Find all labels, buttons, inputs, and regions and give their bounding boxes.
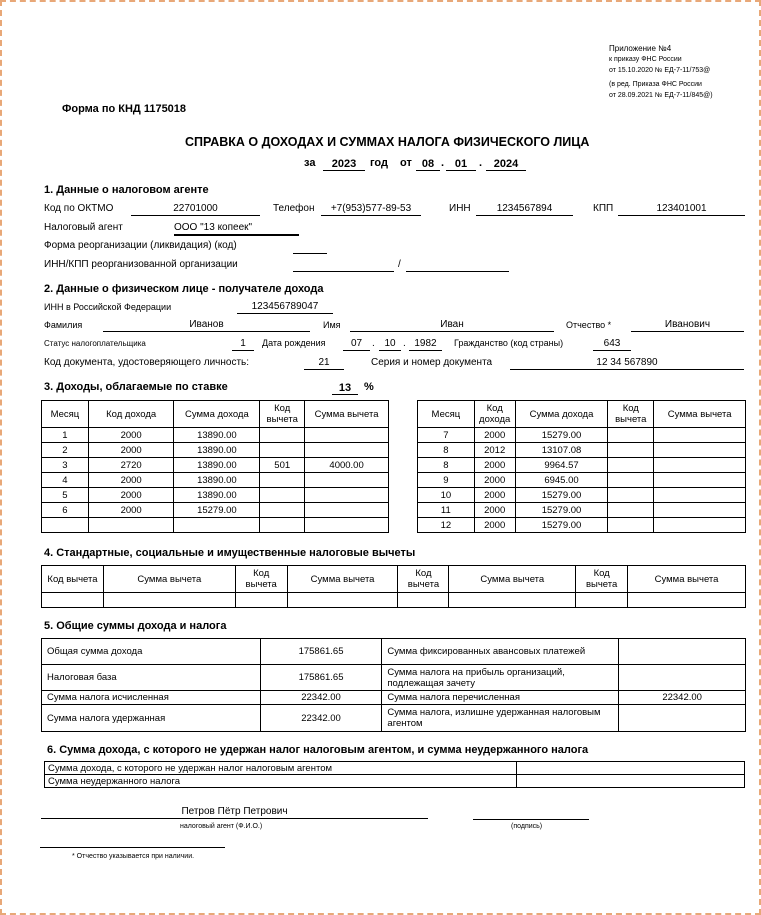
unwithheld-income-value xyxy=(516,762,744,775)
dob-dot-2: . xyxy=(403,338,406,349)
ded-sum-header-2: Сумма вычета xyxy=(287,566,398,593)
agent-inn-value: 1234567894 xyxy=(476,203,573,216)
agent-kpp-label: КПП xyxy=(593,203,614,214)
table-cell: 10 xyxy=(418,488,475,503)
ded-cell xyxy=(287,593,398,608)
table-row xyxy=(42,503,389,518)
section-2-heading: 2. Данные о физическом лице - получателе дохода xyxy=(44,283,324,295)
table-cell: 2012 xyxy=(474,443,515,458)
table-cell: 2000 xyxy=(88,488,174,503)
ded-cell xyxy=(103,593,235,608)
doc-code-label: Код документа, удостоверяющего личность: xyxy=(44,357,250,368)
table-cell xyxy=(654,443,746,458)
table-cell xyxy=(260,503,305,518)
table-cell xyxy=(608,518,654,533)
section-1-heading: 1. Данные о налоговом агенте xyxy=(44,184,209,196)
table-cell xyxy=(305,473,389,488)
table-cell: 2000 xyxy=(88,473,174,488)
table-cell: 8 xyxy=(418,458,475,473)
totals-table xyxy=(41,638,746,732)
dob-dot-1b: . xyxy=(372,338,375,349)
unwithheld-table xyxy=(44,761,745,788)
table-cell: 13890.00 xyxy=(174,428,260,443)
total-income-value: 175861.65 xyxy=(260,639,382,665)
table-cell xyxy=(654,518,746,533)
table-cell xyxy=(305,503,389,518)
table-cell xyxy=(654,428,746,443)
unwithheld-tax-value xyxy=(516,775,744,788)
dob-year: 1982 xyxy=(409,338,442,351)
appendix-line-4: (в ред. Приказа ФНС России xyxy=(609,81,702,88)
col-income-sum: Сумма дохода xyxy=(515,401,608,428)
table-row xyxy=(42,473,389,488)
reorg-inn-label: ИНН/КПП реорганизованной организации xyxy=(44,259,238,270)
table-cell: 15279.00 xyxy=(174,503,260,518)
ded-cell xyxy=(576,593,628,608)
appendix-line-5: от 28.09.2021 № ЕД-7-11/845@) xyxy=(609,92,713,99)
oktmo-label: Код по ОКТМО xyxy=(44,203,114,214)
col-income-code: Код дохода xyxy=(474,401,515,428)
tax-transferred-label: Сумма налога перечисленная xyxy=(382,691,619,705)
doc-series-value: 12 34 567890 xyxy=(510,357,744,370)
document-title: СПРАВКА О ДОХОДАХ И СУММАХ НАЛОГА ФИЗИЧЕСКОГО ЛИЦА xyxy=(185,135,590,149)
patronymic-label: Отчество * xyxy=(566,320,612,330)
ded-code-header-4: Код вычета xyxy=(576,566,628,593)
agent-name-caption: налоговый агент (Ф.И.О.) xyxy=(180,823,263,830)
period-za: за xyxy=(304,157,316,169)
tax-calculated-value: 22342.00 xyxy=(260,691,382,705)
table-row xyxy=(42,518,389,533)
col-income-code: Код дохода xyxy=(88,401,174,428)
table-row xyxy=(42,428,389,443)
signature-line xyxy=(473,819,589,820)
col-deduction-code: Код вычета xyxy=(608,401,654,428)
income-table-left xyxy=(41,400,389,533)
table-cell: 13890.00 xyxy=(174,488,260,503)
period-dot-2: . xyxy=(479,157,483,169)
table-cell xyxy=(608,488,654,503)
col-income-sum: Сумма дохода xyxy=(174,401,260,428)
table-row xyxy=(42,458,389,473)
surname-label: Фамилия xyxy=(44,320,83,330)
table-cell xyxy=(305,443,389,458)
period-date-year: 2024 xyxy=(486,158,526,171)
table-cell: 2000 xyxy=(88,443,174,458)
income-table-right xyxy=(417,400,746,533)
agent-phone-value: +7(953)577-89-53 xyxy=(321,203,421,216)
table-cell: 4000.00 xyxy=(305,458,389,473)
status-label: Статус налогоплательщика xyxy=(44,339,146,348)
table-cell xyxy=(305,488,389,503)
table-cell: 2000 xyxy=(474,518,515,533)
period-month: 01 xyxy=(446,158,476,171)
col-deduction-code: Код вычета xyxy=(260,401,305,428)
table-row xyxy=(42,488,389,503)
ded-cell xyxy=(628,593,746,608)
table-row xyxy=(418,503,746,518)
tax-calculated-label: Сумма налога исчисленная xyxy=(42,691,261,705)
agent-inn-label: ИНН xyxy=(449,203,471,214)
unwithheld-income-label: Сумма дохода, с которого не удержан налог налоговым агентом xyxy=(45,762,517,775)
table-cell xyxy=(174,518,260,533)
profit-tax-value xyxy=(619,665,746,691)
footnote-rule xyxy=(40,847,225,848)
table-cell xyxy=(654,488,746,503)
table-cell: 13107.08 xyxy=(515,443,608,458)
period-dot-1: . xyxy=(441,157,445,169)
tax-withheld-label: Сумма налога удержанная xyxy=(42,705,261,732)
ded-code-header-2: Код вычета xyxy=(235,566,287,593)
doc-code-value: 21 xyxy=(304,357,344,370)
ded-sum-header-4: Сумма вычета xyxy=(628,566,746,593)
table-cell xyxy=(260,443,305,458)
table-cell: 6945.00 xyxy=(515,473,608,488)
unwithheld-tax-label: Сумма неудержанного налога xyxy=(45,775,517,788)
table-cell: 12 xyxy=(418,518,475,533)
tax-base-label: Налоговая база xyxy=(42,665,261,691)
table-cell: 2000 xyxy=(474,503,515,518)
appendix-line-3: от 15.10.2020 № ЕД-7-11/753@ xyxy=(609,67,711,74)
table-row xyxy=(418,443,746,458)
citizenship-value: 643 xyxy=(593,338,631,351)
table-cell: 15279.00 xyxy=(515,503,608,518)
signature-caption: (подпись) xyxy=(511,823,543,830)
table-cell: 13890.00 xyxy=(174,473,260,488)
col-deduction-sum: Сумма вычета xyxy=(305,401,389,428)
section-6-heading: 6. Сумма дохода, с которого не удержан налог налоговым агентом, и сумма неудержанного налога xyxy=(47,744,589,756)
fixed-advance-label: Сумма фиксированных авансовых платежей xyxy=(382,639,619,665)
footnote: * Отчество указывается при наличии. xyxy=(72,853,195,860)
table-row xyxy=(42,443,389,458)
citizenship-label: Гражданство (код страны) xyxy=(454,338,564,348)
ded-code-header-3: Код вычета xyxy=(398,566,449,593)
reorg-inn-line xyxy=(293,271,394,272)
ded-sum-header-3: Сумма вычета xyxy=(449,566,576,593)
dob-month: 10 xyxy=(379,338,401,351)
period-year: 2023 xyxy=(323,158,365,171)
reorg-kpp-line xyxy=(406,271,509,272)
table-cell xyxy=(654,473,746,488)
period-god: год xyxy=(370,157,388,169)
reorg-slash: / xyxy=(398,259,401,270)
table-cell: 8 xyxy=(418,443,475,458)
table-cell xyxy=(608,503,654,518)
period-day: 08 xyxy=(416,158,440,171)
tax-rate-pct: % xyxy=(364,381,374,393)
table-cell: 9964.57 xyxy=(515,458,608,473)
table-row xyxy=(418,458,746,473)
col-month: Месяц xyxy=(42,401,89,428)
name-value: Иван xyxy=(350,319,554,332)
period-ot: от xyxy=(400,157,412,169)
table-cell xyxy=(608,473,654,488)
table-cell: 501 xyxy=(260,458,305,473)
tax-excess-label: Сумма налога, излишне удержанная налоговым агентом xyxy=(382,705,619,732)
table-cell xyxy=(260,518,305,533)
tax-agent-label: Налоговый агент xyxy=(44,222,123,233)
ded-code-header-1: Код вычета xyxy=(42,566,104,593)
tax-rate: 13 xyxy=(332,382,358,395)
table-cell: 2 xyxy=(42,443,89,458)
ded-sum-header-1: Сумма вычета xyxy=(103,566,235,593)
tax-transferred-value: 22342.00 xyxy=(619,691,746,705)
dob-label: Дата рождения xyxy=(262,338,326,348)
status-value: 1 xyxy=(232,338,254,351)
person-inn-label: ИНН в Российской Федерации xyxy=(44,302,172,312)
doc-series-label: Серия и номер документа xyxy=(371,357,493,368)
agent-kpp-value: 123401001 xyxy=(618,203,745,216)
tax-agent-value: ООО "13 копеек" xyxy=(174,222,299,236)
table-row xyxy=(418,488,746,503)
table-cell xyxy=(260,428,305,443)
table-cell xyxy=(608,458,654,473)
form-code: Форма по КНД 1175018 xyxy=(62,103,187,115)
table-cell: 6 xyxy=(42,503,89,518)
table-cell: 11 xyxy=(418,503,475,518)
surname-value: Иванов xyxy=(103,319,310,332)
table-cell: 2000 xyxy=(474,458,515,473)
col-deduction-sum: Сумма вычета xyxy=(654,401,746,428)
ded-cell xyxy=(42,593,104,608)
table-cell xyxy=(42,518,89,533)
table-cell: 15279.00 xyxy=(515,518,608,533)
table-cell: 13890.00 xyxy=(174,458,260,473)
table-row xyxy=(418,473,746,488)
table-cell xyxy=(654,458,746,473)
section-3-heading: 3. Доходы, облагаемые по ставке xyxy=(44,381,228,393)
section-4-heading: 4. Стандартные, социальные и имущественные налоговые вычеты xyxy=(44,547,416,559)
table-cell: 15279.00 xyxy=(515,488,608,503)
table-cell: 15279.00 xyxy=(515,428,608,443)
ded-cell xyxy=(235,593,287,608)
patronymic-value: Иванович xyxy=(631,319,744,332)
name-label: Имя xyxy=(323,320,341,330)
table-cell: 13890.00 xyxy=(174,443,260,458)
table-cell xyxy=(88,518,174,533)
table-row xyxy=(418,428,746,443)
table-cell xyxy=(260,488,305,503)
appendix-line-2: к приказу ФНС России xyxy=(609,56,682,63)
tax-base-value: 175861.65 xyxy=(260,665,382,691)
agent-full-name: Петров Пётр Петрович xyxy=(41,806,428,819)
reorg-form-label: Форма реорганизации (ликвидация) (код) xyxy=(44,240,237,251)
col-month: Месяц xyxy=(418,401,475,428)
dob-day: 07 xyxy=(343,338,370,351)
total-income-label: Общая сумма дохода xyxy=(42,639,261,665)
table-cell: 1 xyxy=(42,428,89,443)
table-cell xyxy=(608,428,654,443)
table-cell: 2000 xyxy=(474,488,515,503)
table-cell: 2720 xyxy=(88,458,174,473)
section-5-heading: 5. Общие суммы дохода и налога xyxy=(44,620,227,632)
ded-cell xyxy=(398,593,449,608)
table-cell: 3 xyxy=(42,458,89,473)
table-cell: 2000 xyxy=(88,503,174,518)
ded-cell xyxy=(449,593,576,608)
deductions-table xyxy=(41,565,746,608)
table-cell: 4 xyxy=(42,473,89,488)
oktmo-value: 22701000 xyxy=(131,203,260,216)
table-cell: 2000 xyxy=(88,428,174,443)
appendix-line-1: Приложение №4 xyxy=(609,44,672,53)
tax-withheld-value: 22342.00 xyxy=(260,705,382,732)
table-cell: 5 xyxy=(42,488,89,503)
reorg-form-line xyxy=(293,253,327,254)
agent-phone-label: Телефон xyxy=(273,203,315,214)
tax-excess-value xyxy=(619,705,746,732)
table-cell xyxy=(305,518,389,533)
table-cell xyxy=(260,473,305,488)
table-row xyxy=(418,518,746,533)
table-cell xyxy=(608,443,654,458)
fixed-advance-value xyxy=(619,639,746,665)
table-cell: 2000 xyxy=(474,428,515,443)
table-cell: 9 xyxy=(418,473,475,488)
table-cell xyxy=(654,503,746,518)
table-cell: 7 xyxy=(418,428,475,443)
table-cell: 2000 xyxy=(474,473,515,488)
profit-tax-label: Сумма налога на прибыль организаций, подлежащая зачету xyxy=(382,665,619,691)
person-inn-value: 123456789047 xyxy=(237,301,333,314)
table-cell xyxy=(305,428,389,443)
